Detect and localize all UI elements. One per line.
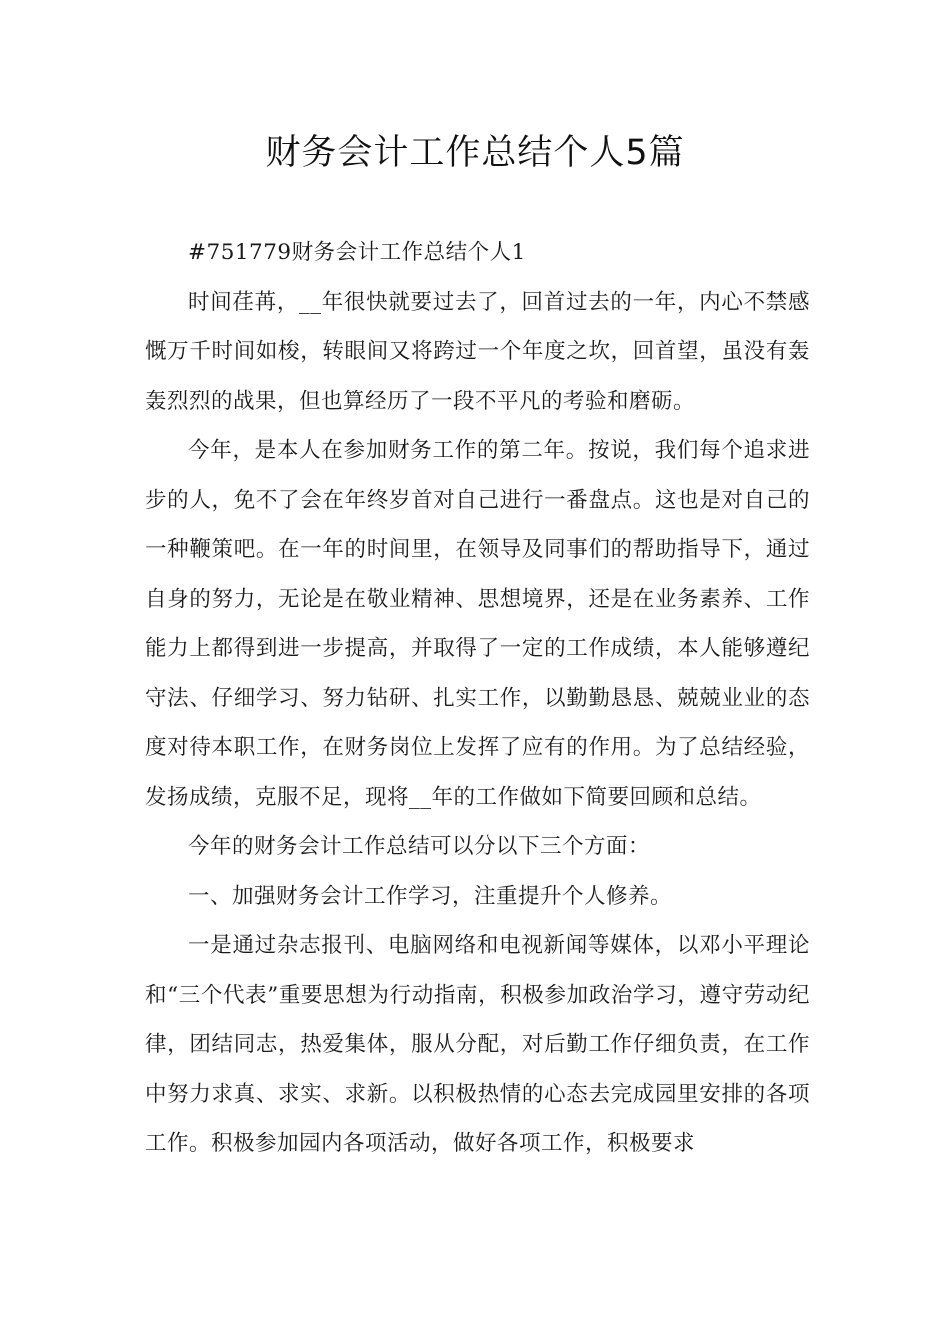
paragraph-5: 一是通过杂志报刊、电脑网络和电视新闻等媒体，以邓小平理论和“三个代表”重要思想为行动指南，积极参加政治学习，遵守劳动纪律，团结同志，热爱集体，服从分配，对后勤工作仔细负责，在工作中努力求真、求实、求新。以积极热情的心态去完成园里安排的各项工作。积极参加园内各项活动，做好各项工作，积极要求 — [145, 933, 810, 1156]
document-title: 财务会计工作总结个人5篇 — [265, 133, 685, 173]
section-subheading: #751779财务会计工作总结个人1 — [188, 240, 526, 265]
paragraph-3: 今年的财务会计工作总结可以分以下三个方面： — [188, 834, 651, 859]
document-body — [145, 228, 810, 1169]
paragraph-2: 今年，是本人在参加财务工作的第二年。按说，我们每个追求进步的人，免不了会在年终岁首对自己进行一番盘点。这也是对自己的一种鞭策吧。在一年的时间里，在领导及同事们的帮助指导下，通过自身的努力，无论是在敬业精神、思想境界，还是在业务素养、工作能力上都得到进一步提高，并取得了一定的工作成绩，本人能够遵纪守法、仔细学习、努力钻研、扎实工作，以勤勤恳恳、兢兢业业的态度对待本职工作，在财务岗位上发挥了应有的作用。为了总结经验，发扬成绩，克服不足，现将__年的工作做如下简要回顾和总结。 — [145, 438, 810, 810]
paragraph-1: 时间荏苒，__年很快就要过去了，回首过去的一年，内心不禁感慨万千时间如梭，转眼间又将跨过一个年度之坎，回首望，虽没有轰轰烈烈的战果，但也算经历了一段不平凡的考验和磨砺。 — [145, 289, 810, 414]
paragraph-4: 一、加强财务会计工作学习，注重提升个人修养。 — [188, 883, 673, 909]
